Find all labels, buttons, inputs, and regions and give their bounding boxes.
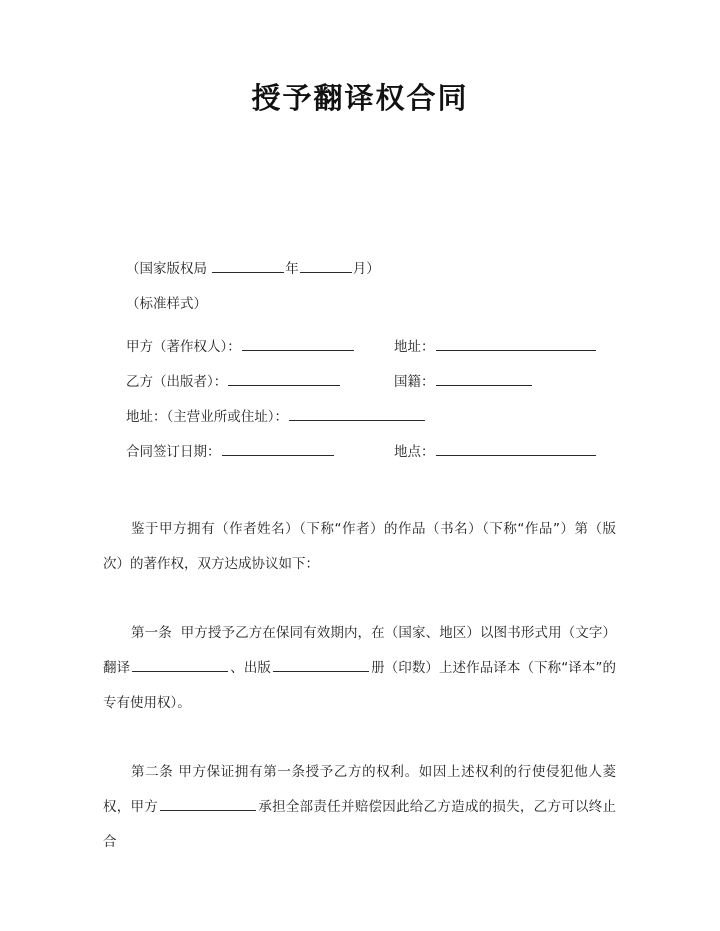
sign-place-input[interactable]	[436, 442, 596, 456]
sign-row	[0, 435, 720, 470]
spacer	[0, 470, 720, 512]
party-a-address-label: 地址：	[394, 339, 435, 355]
issuer-line	[0, 252, 720, 287]
party-b-address-row	[0, 400, 720, 435]
issuer-year-suffix: 年	[285, 261, 299, 277]
document-title: 授予翻译权合同	[251, 81, 469, 115]
article-1-paragraph	[0, 616, 720, 721]
spacer	[0, 322, 720, 330]
party-b-nationality-input[interactable]	[436, 372, 532, 386]
party-b-row	[0, 365, 720, 400]
form-type-line	[0, 287, 720, 322]
spacer	[0, 582, 720, 616]
sign-date-input[interactable]	[222, 442, 334, 456]
article-2-text-1: 甲方保证拥有第一条授予乙方的权利。如因上述权利的行使侵犯他人菱权，甲方	[103, 764, 617, 815]
party-b-label: 乙方（出版者）：	[126, 374, 228, 390]
issuer-month-suffix: 月）	[352, 261, 380, 277]
article-1-blank-publish[interactable]	[273, 658, 369, 672]
article-1-text-1: 甲方授予乙方在保同有效期内，在（国家、地区）以图书形式用（文字）翻译	[103, 625, 617, 676]
article-1-text-3: 册（印数）上述作品译本（下称“译本”的专有使用权）。	[103, 660, 617, 711]
issuer-month-blank[interactable]	[300, 259, 352, 273]
form-type-label: （标准样式）	[126, 296, 207, 312]
party-b-address-label: 地址：（主营业所或住址）：	[126, 409, 288, 425]
article-2-text-2: 承担全部责任并赔偿因此给乙方造成的损失，乙方可以终止合	[103, 799, 617, 850]
article-1-number: 第一条	[131, 625, 172, 641]
spacer	[0, 721, 720, 755]
sign-place-label: 地点：	[394, 444, 435, 460]
article-2-paragraph	[0, 755, 720, 860]
party-a-input[interactable]	[242, 337, 354, 351]
party-a-label: 甲方（著作权人）：	[126, 339, 241, 355]
article-1-blank-translate[interactable]	[132, 658, 228, 672]
article-1-text-2: 、出版	[230, 660, 271, 676]
issuer-year-blank[interactable]	[212, 259, 284, 273]
party-b-address-input[interactable]	[289, 407, 425, 421]
article-2-number: 第二条	[131, 764, 174, 780]
party-a-row	[0, 330, 720, 365]
article-2-blank-liability[interactable]	[160, 797, 256, 811]
document-body	[0, 252, 720, 860]
recital-paragraph	[0, 512, 720, 582]
party-a-address-input[interactable]	[436, 337, 596, 351]
sign-date-label: 合同签订日期：	[126, 444, 221, 460]
party-b-nationality-label: 国籍：	[394, 374, 435, 390]
recital-text: 鉴于甲方拥有（作者姓名）（下称“作者）的作品（书名）（下称“作品”）第（版次）的著作权，双方达成协议如下：	[103, 521, 616, 572]
party-b-input[interactable]	[228, 372, 340, 386]
issuer-prefix: （国家版权局	[126, 261, 207, 277]
